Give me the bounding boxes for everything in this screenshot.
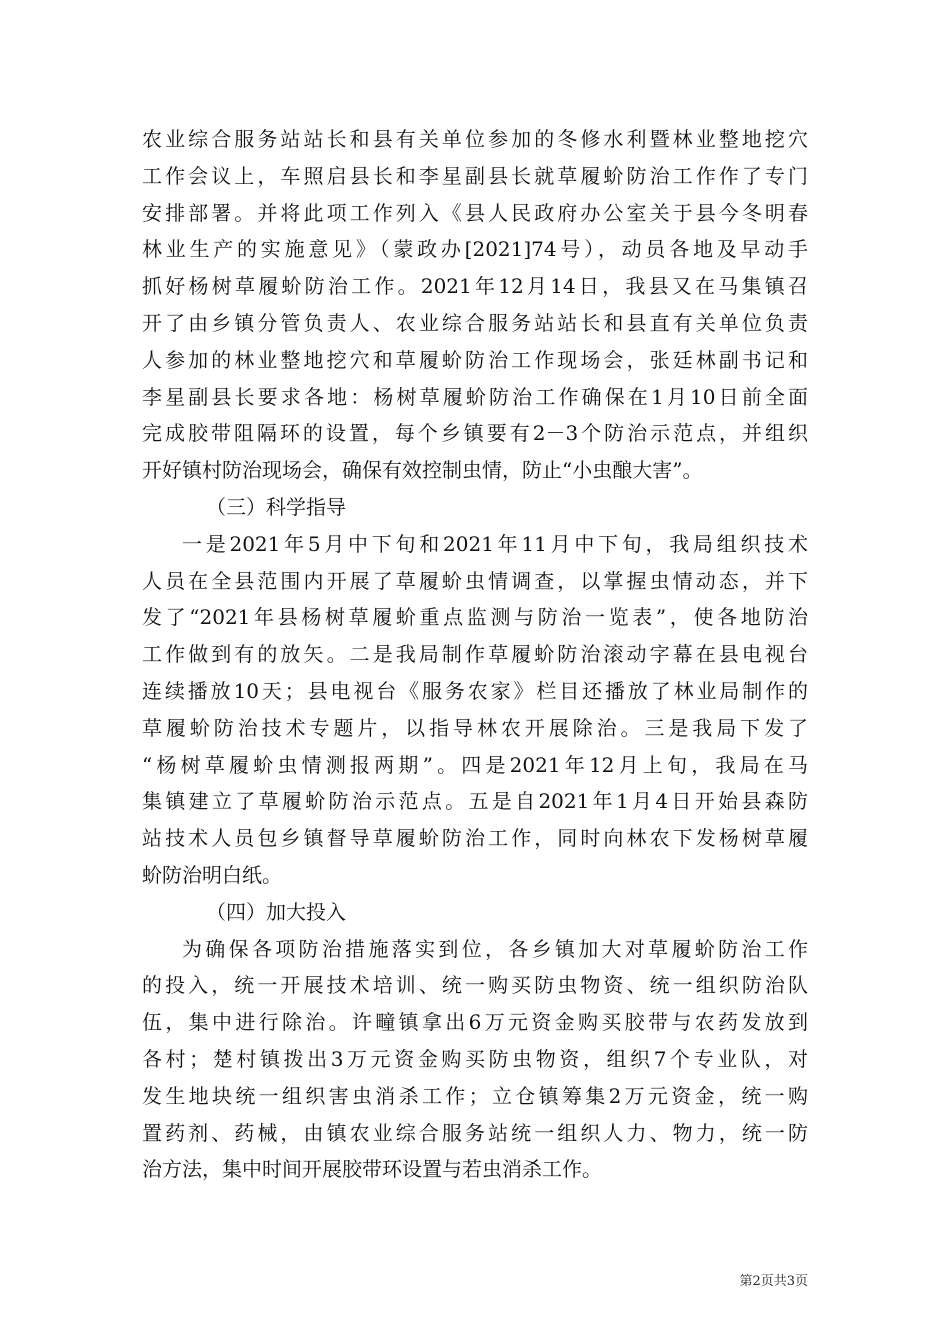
text-line: 李星副县长要求各地：杨树草履蚧防治工作确保在1月10日前全面 [142, 384, 808, 409]
text-line: 蚧防治明白纸。 [142, 862, 282, 887]
text-line: 站技术人员包乡镇督导草履蚧防治工作，同时向林农下发杨树草履 [142, 826, 808, 851]
text-line: 一是2021年5月中下旬和2021年11月中下旬，我局组织技术 [182, 531, 808, 556]
text-line: 连续播放10天；县电视台《服务农家》栏目还播放了林业局制作的 [142, 678, 808, 703]
text-line: 集镇建立了草履蚧防治示范点。五是自2021年1月4日开始县森防 [142, 789, 808, 814]
section-heading: （三）科学指导 [206, 494, 346, 519]
text-line: 为确保各项防治措施落实到位，各乡镇加大对草履蚧防治工作 [182, 936, 808, 961]
text-line: 伍，集中进行除治。许疃镇拿出6万元资金购买胶带与农药发放到 [142, 1010, 808, 1035]
text-line: 工作做到有的放矢。二是我局制作草履蚧防治滚动字幕在县电视台 [142, 642, 808, 667]
text-line: “杨树草履蚧虫情测报两期”。四是2021年12月上旬，我局在马 [142, 752, 808, 777]
text-line: 农业综合服务站站长和县有关单位参加的冬修水利暨林业整地挖穴 [142, 127, 808, 151]
text-line: 草履蚧防治技术专题片，以指导林农开展除治。三是我局下发了 [142, 715, 808, 740]
section-heading: （四）加大投入 [206, 899, 346, 924]
text-line: 置药剂、药械，由镇农业综合服务站统一组织人力、物力，统一防 [142, 1120, 808, 1145]
text-line: 安排部署。并将此项工作列入《县人民政府办公室关于县今冬明春 [142, 200, 808, 225]
text-line: 发了“2021年县杨树草履蚧重点监测与防治一览表”，使各地防治 [142, 605, 808, 630]
text-line: 开了由乡镇分管负责人、农业综合服务站站长和县直有关单位负责 [142, 310, 808, 335]
text-line: 开好镇村防治现场会，确保有效控制虫情，防止“小虫酿大害”。 [142, 458, 703, 483]
text-line: 治方法，集中时间开展胶带环设置与若虫消杀工作。 [142, 1157, 602, 1182]
text-line: 人员在全县范围内开展了草履蚧虫情调查，以掌握虫情动态，并下 [142, 568, 808, 593]
text-line: 各村；楚村镇拨出3万元资金购买防虫物资，组织7个专业队，对 [142, 1046, 808, 1071]
text-line: 人参加的林业整地挖穴和草履蚧防治工作现场会，张廷林副书记和 [142, 347, 808, 372]
document-body [142, 121, 808, 1188]
text-line: 抓好杨树草履蚧防治工作。2021年12月14日，我县又在马集镇召 [142, 274, 808, 299]
text-line: 的投入，统一开展技术培训、统一购买防虫物资、统一组织防治队 [142, 973, 808, 998]
text-line: 完成胶带阻隔环的设置，每个乡镇要有2－3个防治示范点，并组织 [142, 421, 808, 446]
text-line: 发生地块统一组织害虫消杀工作；立仓镇筹集2万元资金，统一购 [142, 1083, 808, 1108]
text-line: 工作会议上，车照启县长和李星副县长就草履蚧防治工作作了专门 [142, 163, 808, 188]
text-line: 林业生产的实施意见》（蒙政办[2021]74号），动员各地及早动手 [142, 237, 808, 262]
page-number: 第2页共3页 [739, 1274, 808, 1289]
